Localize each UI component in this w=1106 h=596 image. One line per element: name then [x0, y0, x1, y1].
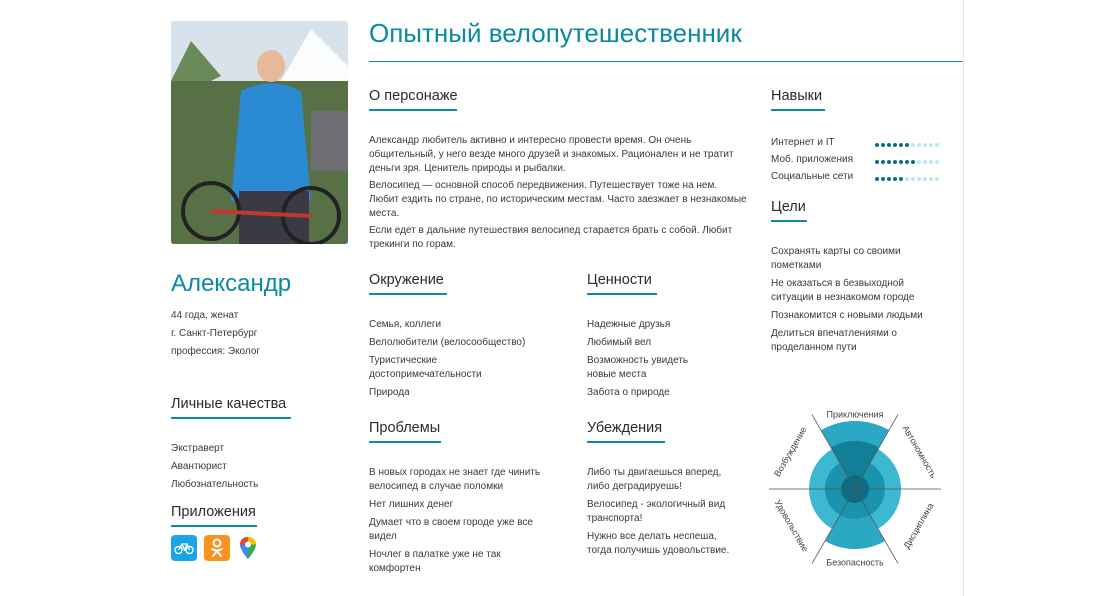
- skill-dot: [905, 177, 909, 181]
- wheel-label: Удовольствие: [772, 498, 811, 554]
- skill-dot: [917, 160, 921, 164]
- skill-dot: [911, 143, 915, 147]
- motivation-wheel: [766, 405, 944, 573]
- skill-dot: [917, 143, 921, 147]
- goals-heading: Цели: [771, 199, 806, 215]
- skill-level-meter: [875, 151, 941, 169]
- wheel-label: Возбуждение: [772, 425, 809, 479]
- environment-heading: Окружение: [369, 272, 444, 288]
- skill-level-meter: [875, 134, 941, 152]
- problem-item: Нет лишних денег: [369, 499, 454, 510]
- skills-heading: Навыки: [771, 88, 823, 104]
- belief-item: Велосипед - экологичный вид транспорта!: [587, 499, 726, 524]
- wheel-label: Приключения: [826, 409, 884, 420]
- skill-dot: [923, 177, 927, 181]
- skill-dot: [923, 160, 927, 164]
- skill-dot: [881, 160, 885, 164]
- motivation-wheel-chart: [766, 405, 944, 573]
- goal-item: Познакомится с новыми людьми: [771, 310, 923, 321]
- skill-dot: [929, 177, 933, 181]
- problems-section: [369, 420, 559, 580]
- skill-dot: [935, 177, 939, 181]
- qualities-heading: Личные качества: [171, 396, 287, 412]
- skill-dot: [935, 143, 939, 147]
- about-section: [369, 88, 749, 252]
- right-border: [963, 0, 964, 596]
- skill-dot: [929, 160, 933, 164]
- skill-dot: [935, 160, 939, 164]
- about-paragraph: Александр любитель активно и интересно провести время. Он очень общительный, у него везде много друзей и знакомых. Рационален и не тратит деньги зря. Ценитель природы и рыбалки.: [369, 135, 734, 174]
- skill-row: [771, 134, 941, 151]
- skill-dot: [887, 177, 891, 181]
- skill-label: Моб. приложения: [771, 153, 854, 165]
- problem-item: В новых городах не знает где чинить велосипед в случае поломки: [369, 467, 541, 492]
- problem-item: Думает что в своем городе уже все видел: [369, 517, 533, 542]
- skill-dot: [893, 143, 897, 147]
- skill-dot: [875, 143, 879, 147]
- skill-dot: [905, 143, 909, 147]
- skills-section: [771, 88, 956, 185]
- environment-item: Туристические достопримечательности: [369, 355, 482, 380]
- quality-item: Любознательность: [171, 479, 259, 490]
- skill-label: Интернет и IT: [771, 136, 835, 148]
- beliefs-underline: [587, 441, 665, 443]
- qualities-section: [171, 396, 321, 496]
- skill-dot: [875, 177, 879, 181]
- odnoklassniki-app-icon[interactable]: [204, 535, 230, 561]
- skill-level-meter: [875, 168, 941, 186]
- skill-dot: [929, 143, 933, 147]
- environment-item: Семья, коллеги: [369, 319, 442, 330]
- skill-dot: [905, 160, 909, 164]
- persona-name: Александр: [171, 270, 292, 297]
- skill-label: Социальные сети: [771, 170, 854, 182]
- values-heading: Ценности: [587, 272, 652, 288]
- skill-dot: [893, 160, 897, 164]
- about-underline: [369, 109, 457, 111]
- skill-dot: [881, 177, 885, 181]
- odnoklassniki-icon: [210, 538, 224, 558]
- values-section: [587, 272, 737, 404]
- value-item: Надежные друзья: [587, 319, 671, 330]
- skill-dot: [899, 143, 903, 147]
- wheel-label: Безопасность: [826, 557, 884, 568]
- problem-item: Ночлег в палатке уже не так комфортен: [369, 549, 501, 574]
- persona-photo: [171, 21, 348, 244]
- values-underline: [587, 293, 657, 295]
- goals-underline: [771, 220, 807, 222]
- goal-item: Не оказаться в безвыходной ситуации в незнакомом городе: [771, 278, 915, 303]
- skill-dot: [911, 160, 915, 164]
- title-divider: [369, 61, 963, 62]
- environment-section: [369, 272, 549, 404]
- skills-underline: [771, 109, 825, 111]
- goal-item: Делиться впечатлениями о проделанном пути: [771, 328, 897, 353]
- detail-city: г. Санкт-Петербург: [171, 328, 258, 339]
- detail-profession: профессия: Эколог: [171, 346, 261, 357]
- quality-item: Экстраверт: [171, 443, 225, 454]
- about-heading: О персонаже: [369, 88, 458, 104]
- skill-row: [771, 168, 941, 185]
- value-item: Возможность увидеть новые места: [587, 355, 689, 380]
- belief-item: Либо ты двигаешься вперед, либо деградируешь!: [587, 467, 722, 492]
- environment-item: Велолюбители (велосообщество): [369, 337, 526, 348]
- wheel-label: Автономность: [900, 423, 939, 480]
- qualities-underline: [171, 417, 291, 419]
- maps-app-icon[interactable]: [235, 535, 261, 561]
- skill-dot: [917, 177, 921, 181]
- wheel-label: Дисциплина: [901, 501, 936, 551]
- skill-dot: [923, 143, 927, 147]
- beliefs-section: [587, 420, 747, 562]
- bike-app-icon[interactable]: [171, 535, 197, 561]
- skill-dot: [899, 177, 903, 181]
- bike-icon: [174, 541, 194, 555]
- problems-underline: [369, 441, 441, 443]
- beliefs-heading: Убеждения: [587, 420, 663, 436]
- belief-item: Нужно все делать неспеша, тогда получишь удовольствие.: [587, 531, 730, 556]
- apps-heading: Приложения: [171, 504, 256, 520]
- skill-dot: [887, 143, 891, 147]
- goal-item: Сохранять карты со своими пометками: [771, 246, 901, 271]
- environment-underline: [369, 293, 447, 295]
- skill-dot: [899, 160, 903, 164]
- skill-dot: [875, 160, 879, 164]
- goals-section: [771, 199, 931, 359]
- detail-age: 44 года, женат: [171, 310, 239, 321]
- environment-item: Природа: [369, 387, 410, 398]
- problems-heading: Проблемы: [369, 420, 441, 436]
- skill-dot: [911, 177, 915, 181]
- about-paragraph: Если едет в дальние путешествия велосипед старается брать с собой. Любит трекинги по горам.: [369, 225, 733, 250]
- skill-dot: [887, 160, 891, 164]
- maps-pin-icon: [239, 536, 257, 560]
- about-paragraph: Велосипед — основной способ передвижения. Путешествует тоже на нем. Любит ездить по стране, по историческим местам. Часто заезжает в незнакомые места.: [369, 180, 747, 219]
- value-item: Любимый вел: [587, 337, 652, 348]
- skill-dot: [881, 143, 885, 147]
- apps-section: [171, 504, 321, 520]
- persona-details: [171, 309, 260, 359]
- apps-underline: [171, 525, 257, 527]
- skill-dot: [893, 177, 897, 181]
- value-item: Забота о природе: [587, 387, 670, 398]
- page-title: Опытный велопутешественник: [369, 18, 742, 48]
- skill-row: [771, 151, 941, 168]
- quality-item: Авантюрист: [171, 461, 227, 472]
